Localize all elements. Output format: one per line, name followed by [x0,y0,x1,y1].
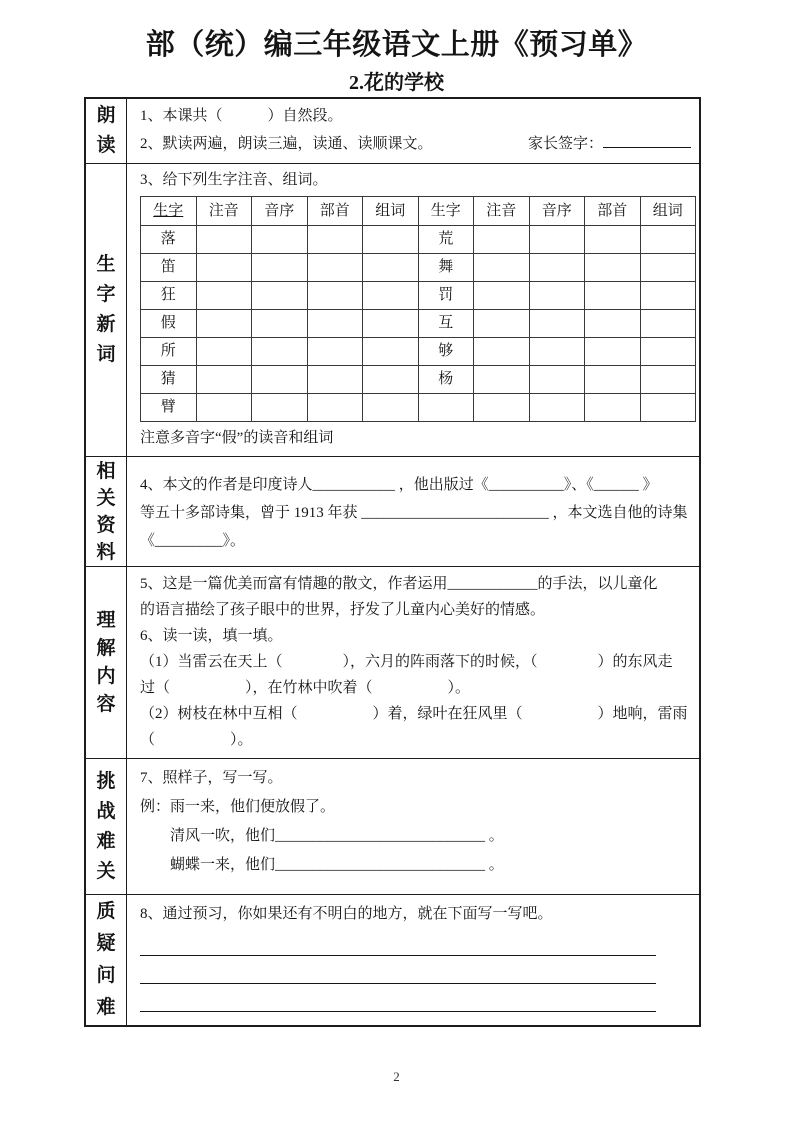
new-words-content [127,164,699,456]
questions-content [127,895,699,1025]
char-cell: 假 [141,310,197,338]
section-questions [86,895,699,1025]
empty-fill-cell [307,394,363,422]
empty-fill-cell [474,394,530,422]
empty-fill-cell [585,226,641,254]
empty-fill-cell [196,226,252,254]
reading-line-1: 1、本课共（ ）自然段。 [140,108,343,124]
empty-fill-cell [252,366,308,394]
section-label-related-info [86,457,127,566]
section-comprehension [86,567,699,759]
char-table-header: 组词 [363,197,419,226]
empty-fill-cell [474,282,530,310]
empty-fill-cell [307,282,363,310]
answer-line [140,956,656,984]
new-words-instruction: 3、给下列生字注音、组词。 [140,172,328,188]
related-info-line: 《_________》。 [140,533,246,549]
empty-fill-cell [474,254,530,282]
char-table-header: 生字 [418,197,474,226]
char-cell: 舞 [418,254,474,282]
comprehension-content [127,567,699,758]
char-table [140,196,696,422]
empty-fill-cell [529,366,585,394]
section-label-text: 理解内容 [96,609,116,715]
page-title: 部（统）编三年级语文上册《预习单》 [145,29,648,61]
empty-fill-cell [363,226,419,254]
section-label-text: 质疑问难 [96,901,116,1018]
char-cell: 狂 [141,282,197,310]
lesson-title: 2.花的学校 [349,72,444,94]
char-table-header-row [141,197,696,226]
polyphone-note: 注意多音字“假”的读音和组词 [140,430,334,446]
char-table-row [141,338,696,366]
empty-fill-cell [585,282,641,310]
empty-fill-cell [363,254,419,282]
empty-fill-cell [529,394,585,422]
empty-fill-cell [196,394,252,422]
empty-fill-cell [474,338,530,366]
char-table-row [141,394,696,422]
char-cell: 杨 [418,366,474,394]
parent-signature [528,130,691,158]
signature-blank-line [603,133,691,148]
section-label-text: 朗读 [96,105,116,156]
empty-fill-cell [252,254,308,282]
char-cell: 罚 [418,282,474,310]
char-table-header: 部首 [307,197,363,226]
empty-fill-cell [363,366,419,394]
comprehension-line: 过（ ），在竹林中吹着（ ）。 [140,680,471,696]
char-table-row [141,366,696,394]
char-table-row [141,310,696,338]
empty-fill-cell [196,310,252,338]
empty-fill-cell [307,366,363,394]
empty-fill-cell [529,254,585,282]
reading-content [127,99,699,163]
char-table-header: 部首 [585,197,641,226]
empty-fill-cell [196,366,252,394]
empty-fill-cell [307,254,363,282]
empty-fill-cell [418,394,474,422]
comprehension-line: 的语言描绘了孩子眼中的世界，抒发了儿童内心美好的情感。 [140,602,546,618]
empty-fill-cell [640,366,696,394]
empty-fill-cell [529,282,585,310]
answer-lines [140,928,695,1012]
questions-prompt: 8、通过预习，你如果还有不明白的地方，就在下面写一写吧。 [140,906,553,922]
empty-fill-cell [474,310,530,338]
empty-fill-cell [585,254,641,282]
empty-fill-cell [640,310,696,338]
char-table-header: 注音 [196,197,252,226]
char-table-header: 注音 [474,197,530,226]
related-info-line: 等五十多部诗集，曾于 1913 年获 _________________________ ，本文选自他的诗集 [140,505,688,521]
empty-fill-cell [252,310,308,338]
empty-fill-cell [307,310,363,338]
empty-fill-cell [196,282,252,310]
section-label-text: 相关资料 [96,460,116,563]
section-label-text: 生字新词 [96,254,116,365]
char-cell: 互 [418,310,474,338]
comprehension-line: （1）当雷云在天上（ ），六月的阵雨落下的时候，（ ）的东风走 [140,654,673,670]
empty-fill-cell [252,282,308,310]
section-label-questions [86,895,127,1025]
challenge-line: 清风一吹，他们____________________________ 。 [140,828,504,844]
worksheet-table [84,97,701,1027]
empty-fill-cell [307,226,363,254]
empty-fill-cell [585,310,641,338]
related-info-line: 4、本文的作者是印度诗人___________ ，他出版过《__________》、《______ 》 [140,477,658,493]
char-cell: 荒 [418,226,474,254]
signature-label: 家长签字： [527,136,603,152]
related-info-content [127,457,699,566]
char-table-row [141,226,696,254]
empty-fill-cell [640,282,696,310]
empty-fill-cell [529,226,585,254]
char-cell: 笛 [141,254,197,282]
section-challenge [86,759,699,895]
section-label-reading [86,99,127,163]
reading-line-2: 2、默读两遍，朗读三遍，读通、读顺课文。 [140,136,433,152]
empty-fill-cell [196,338,252,366]
empty-fill-cell [474,226,530,254]
comprehension-line: 5、这是一篇优美而富有情趣的散文，作者运用____________的手法，以儿童化 [140,576,658,592]
section-new-words [86,164,699,457]
empty-fill-cell [252,394,308,422]
char-table-header: 音序 [529,197,585,226]
section-reading [86,99,699,164]
char-table-header: 生字 [141,197,197,226]
char-table-header: 组词 [640,197,696,226]
comprehension-line: （2）树枝在林中互相（ ）着，绿叶在狂风里（ ）地响，雷雨 [140,706,688,722]
empty-fill-cell [363,394,419,422]
empty-fill-cell [640,226,696,254]
char-cell: 臂 [141,394,197,422]
answer-line [140,984,656,1012]
empty-fill-cell [474,366,530,394]
challenge-content [127,759,699,894]
challenge-line: 7、照样子，写一写。 [140,770,283,786]
empty-fill-cell [529,310,585,338]
empty-fill-cell [252,226,308,254]
empty-fill-cell [196,254,252,282]
section-related-info [86,457,699,567]
empty-fill-cell [585,394,641,422]
reading-line-2-row [140,130,695,158]
char-table-row [141,254,696,282]
empty-fill-cell [640,254,696,282]
empty-fill-cell [363,282,419,310]
empty-fill-cell [252,338,308,366]
empty-fill-cell [585,338,641,366]
page-number: 2 [393,1069,400,1084]
empty-fill-cell [307,338,363,366]
answer-line [140,928,656,956]
char-cell: 够 [418,338,474,366]
empty-fill-cell [363,310,419,338]
section-label-challenge [86,759,127,894]
empty-fill-cell [529,338,585,366]
empty-fill-cell [585,366,641,394]
char-cell: 所 [141,338,197,366]
section-label-text: 挑战难关 [96,770,116,882]
comprehension-line: （ ）。 [140,732,253,748]
char-cell: 落 [141,226,197,254]
empty-fill-cell [640,394,696,422]
comprehension-line: 6、读一读，填一填。 [140,628,283,644]
char-table-row [141,282,696,310]
challenge-line: 蝴蝶一来，他们____________________________ 。 [140,857,504,873]
section-label-new-words [86,164,127,456]
char-table-header: 音序 [252,197,308,226]
char-cell: 猜 [141,366,197,394]
empty-fill-cell [363,338,419,366]
empty-fill-cell [640,338,696,366]
section-label-comprehension [86,567,127,758]
challenge-line: 例：雨一来，他们便放假了。 [140,799,336,815]
